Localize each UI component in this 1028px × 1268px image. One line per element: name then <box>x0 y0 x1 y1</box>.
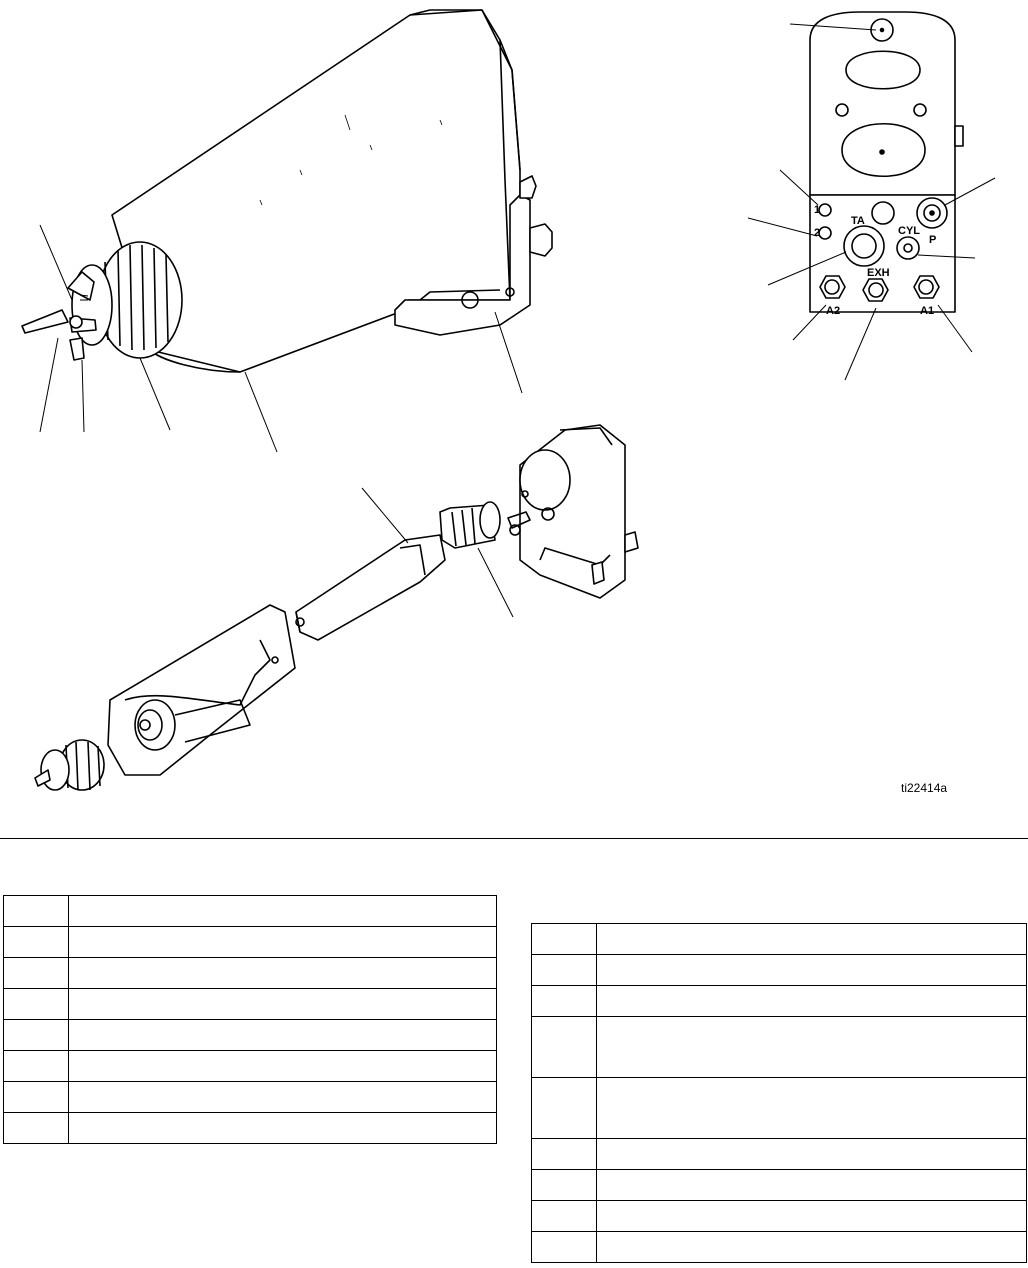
port-label-cyl: CYL <box>898 225 920 237</box>
table-row <box>4 958 497 989</box>
table-cell-desc <box>69 927 497 958</box>
port-label-p: P <box>929 234 937 246</box>
table-row <box>4 1051 497 1082</box>
table-row <box>532 1139 1027 1170</box>
port-label-a2: A2 <box>826 305 841 317</box>
table-cell-ref <box>532 1232 597 1263</box>
table-cell-desc <box>69 1082 497 1113</box>
table-cell-desc <box>597 1017 1027 1078</box>
port-label-a1: A1 <box>920 305 935 317</box>
table-cell-ref <box>4 1082 69 1113</box>
table-cell-ref <box>532 1201 597 1232</box>
table-row <box>4 989 497 1020</box>
port-label-1: 1 <box>814 204 821 216</box>
table-cell-desc <box>69 896 497 927</box>
figure-number: ti22414a <box>901 781 948 795</box>
table-cell-ref <box>532 1170 597 1201</box>
table-cell-ref <box>4 958 69 989</box>
table-cell-desc <box>597 924 1027 955</box>
table-cell-ref <box>532 955 597 986</box>
table-row <box>4 927 497 958</box>
table-cell-desc <box>597 1170 1027 1201</box>
table-cell-ref <box>4 1113 69 1144</box>
table-cell-ref <box>4 927 69 958</box>
exploded-parts <box>35 425 638 790</box>
table-row <box>532 955 1027 986</box>
table-cell-ref <box>4 896 69 927</box>
table-row <box>532 1017 1027 1078</box>
table-cell-ref <box>532 986 597 1017</box>
table-cell-desc <box>597 1078 1027 1139</box>
table-cell-ref <box>4 1051 69 1082</box>
table-cell-desc <box>69 1113 497 1144</box>
parts-table-right <box>531 923 1027 1263</box>
table-row <box>532 1170 1027 1201</box>
table-cell-ref <box>532 1078 597 1139</box>
table-cell-ref <box>532 924 597 955</box>
table-row <box>4 1082 497 1113</box>
table-cell-desc <box>69 1051 497 1082</box>
table-row <box>532 1232 1027 1263</box>
port-label-exh: EXH <box>867 267 890 279</box>
table-cell-desc <box>597 986 1027 1017</box>
gun-body-assembly <box>22 10 552 372</box>
table-row <box>4 1113 497 1144</box>
table-row <box>4 896 497 927</box>
section-divider <box>0 838 1028 839</box>
table-cell-desc <box>597 955 1027 986</box>
table-row <box>532 1201 1027 1232</box>
table-cell-ref <box>4 1020 69 1051</box>
table-cell-ref <box>532 1017 597 1078</box>
port-label-ta: TA <box>851 215 865 227</box>
port-label-2: 2 <box>814 227 821 239</box>
table-row <box>532 986 1027 1017</box>
table-cell-ref <box>532 1139 597 1170</box>
table-cell-ref <box>4 989 69 1020</box>
parts-table-left <box>3 895 497 1144</box>
table-cell-desc <box>69 1020 497 1051</box>
table-cell-desc <box>597 1201 1027 1232</box>
table-cell-desc <box>69 989 497 1020</box>
table-row <box>532 924 1027 955</box>
table-cell-desc <box>597 1139 1027 1170</box>
table-row <box>4 1020 497 1051</box>
table-cell-desc <box>69 958 497 989</box>
table-row <box>532 1078 1027 1139</box>
table-cell-desc <box>597 1232 1027 1263</box>
